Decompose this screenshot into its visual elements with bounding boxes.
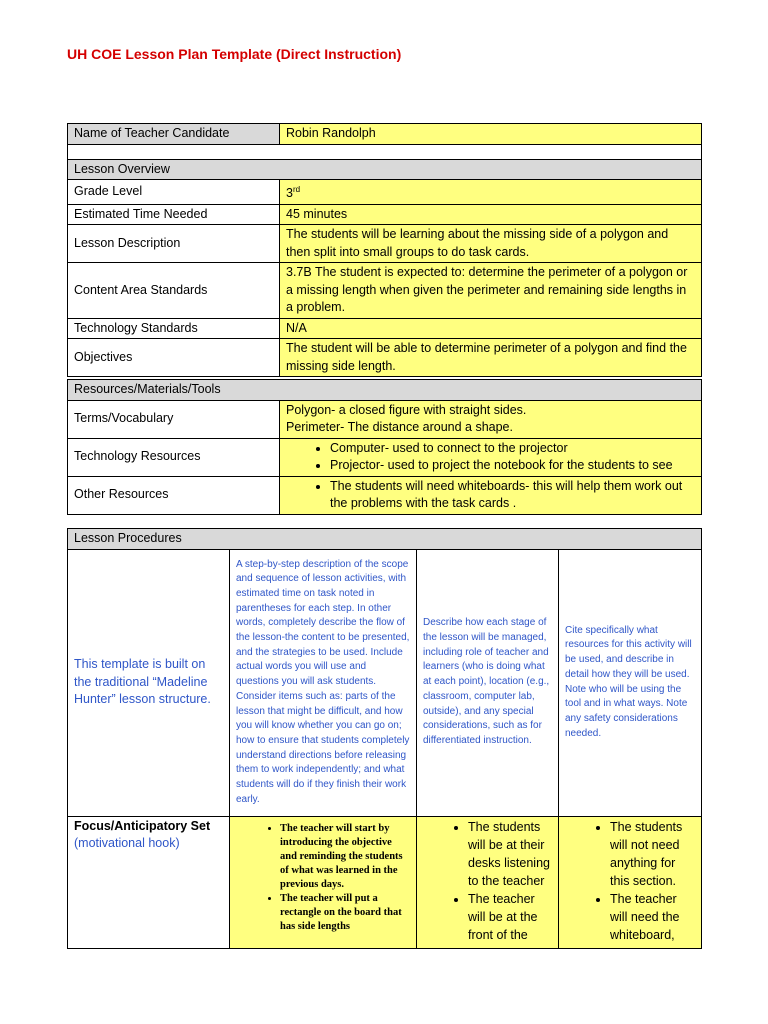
lesson-description-label: Lesson Description xyxy=(68,225,280,263)
technology-resources-label: Technology Resources xyxy=(68,438,280,476)
list-item: • The teacher will put a rectangle on the board that has side lengths xyxy=(280,892,410,934)
list-item: • The teacher will need the whiteboard, xyxy=(610,890,695,944)
resources-table xyxy=(67,379,702,515)
procedures-heading: Lesson Procedures xyxy=(68,529,702,550)
lesson-description-value: The students will be learning about the missing side of a polygon and then split into small groups to do task cards. xyxy=(280,225,702,263)
procedures-table xyxy=(67,528,702,949)
teacher-name: Robin Randolph xyxy=(280,124,702,145)
terms-value xyxy=(280,400,702,438)
teacher-table xyxy=(67,123,702,377)
focus-label: Focus/Anticipatory Set xyxy=(74,818,211,833)
time-needed-label: Estimated Time Needed xyxy=(68,204,280,225)
technology-standards-label: Technology Standards xyxy=(68,318,280,339)
terms-label: Terms/Vocabulary xyxy=(68,400,280,438)
other-resources-value xyxy=(280,476,702,514)
technology-resources-value xyxy=(280,438,702,476)
objectives-value: The student will be able to determine perimeter of a polygon and find the missing side length. xyxy=(280,339,702,377)
teacher-label: Name of Teacher Candidate xyxy=(68,124,280,145)
grade-level-label: Grade Level xyxy=(68,180,280,205)
list-item: • The students will need whiteboards- this will help them work out the problems with the task cards . xyxy=(330,478,695,513)
management-instructions: Describe how each stage of the lesson will be managed, including role of teacher and learners (who is doing what at each point), location (e.g., classroom, computer lab, outside), and any special considerations, such as for differentiated instruction. xyxy=(417,549,559,816)
list-item: • Computer- used to connect to the projector xyxy=(330,440,695,458)
list-item: • The students will be at their desks listening to the teacher xyxy=(468,818,552,890)
sequence-instructions: A step-by-step description of the scope and sequence of lesson activities, with estimated time on task noted in parentheses for each step. In other words, completely describe the flow of the lesson-the content to be presented, and the strategies to be used. Include actual words you will use and questions you will ask students. Consider items such as: parts of the lesson that might be difficult, and how you will know whether you can go on; how to ensure that students completely understand directions before releasing them to work independently; and what students will do if they finish their work early. xyxy=(230,549,417,816)
list-item: • The students will not need anything for this section. xyxy=(610,818,695,890)
resources-instructions: Cite specifically what resources for this activity will be used, and describe in detail how they will be used. Note who will be using the tool and in what ways. Note any safety considerations needed. xyxy=(559,549,702,816)
focus-resources xyxy=(559,816,702,948)
document-title: UH COE Lesson Plan Template (Direct Instruction) xyxy=(67,46,402,62)
objectives-label: Objectives xyxy=(68,339,280,377)
list-item: • The teacher will be at the front of the xyxy=(468,890,552,944)
other-resources-label: Other Resources xyxy=(68,476,280,514)
list-item: • The teacher will start by introducing the objective and reminding the students of what was learned in the previous days. xyxy=(280,822,410,892)
focus-management xyxy=(417,816,559,948)
time-needed-value: 45 minutes xyxy=(280,204,702,225)
focus-sequence xyxy=(230,816,417,948)
spacer-row xyxy=(68,144,702,159)
technology-standards-value: N/A xyxy=(280,318,702,339)
focus-sublabel: (motivational hook) xyxy=(74,836,180,850)
template-intro: This template is built on the traditional “Madeline Hunter” lesson structure. xyxy=(68,549,230,816)
grade-level-value: 3rd xyxy=(280,180,702,205)
lesson-overview-heading: Lesson Overview xyxy=(68,159,702,180)
resources-heading: Resources/Materials/Tools xyxy=(68,380,702,401)
term-polygon: Polygon- a closed figure with straight sides. xyxy=(286,402,527,417)
content-standards-value: 3.7B The student is expected to: determine the perimeter of a polygon or a missing length when given the perimeter and remaining side lengths in a problem. xyxy=(280,263,702,319)
focus-label-cell xyxy=(68,816,230,948)
term-perimeter: Perimeter- The distance around a shape. xyxy=(286,420,513,434)
content-standards-label: Content Area Standards xyxy=(68,263,280,319)
list-item: • Projector- used to project the notebook for the students to see xyxy=(330,457,695,475)
